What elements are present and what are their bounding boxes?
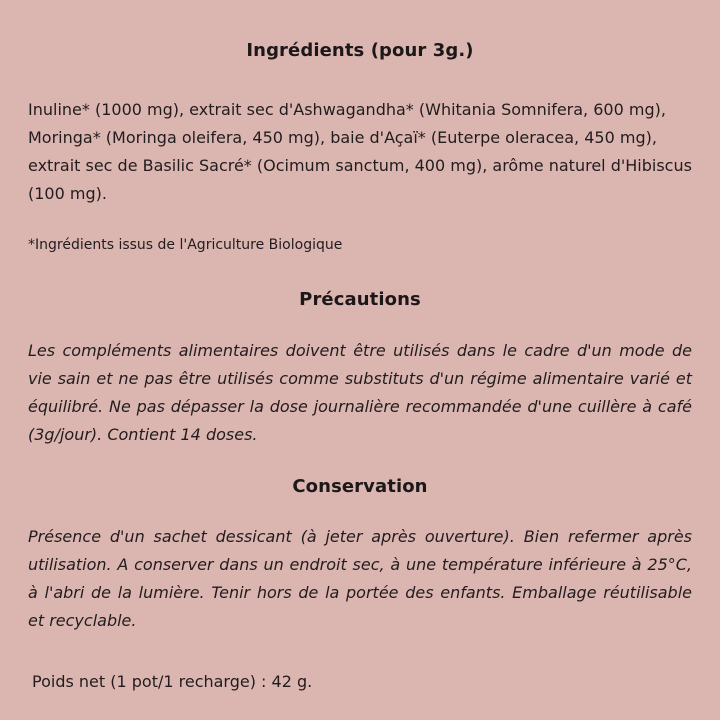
organic-note: *Ingrédients issus de l'Agriculture Biologique	[28, 237, 343, 253]
ingredients-text: Inuline* (1000 mg), extrait sec d'Ashwagandha* (Whitania Somnifera, 600 mg), Moringa* (Moringa oleifera, 450 mg), baie d'Açaï* (Euterpe oleracea, 450 mg), extrait sec de Basilic Sacré* (Ocimum sanctum, 400 mg), arôme naturel d'Hibiscus (100 mg).	[28, 100, 692, 203]
precautions-heading: Précautions	[299, 289, 421, 310]
ingredients-heading: Ingrédients (pour 3g.)	[246, 40, 474, 61]
precautions-text: Les compléments alimentaires doivent être utilisés dans le cadre d'un mode de vie sain et ne pas être utilisés comme substituts d'un régime alimentaire varié et équilibré. Ne pas dépasser la dose journalière recommandée d'une cuillère à café (3g/jour). Contient 14 doses.	[28, 341, 692, 444]
net-weight-text: Poids net (1 pot/1 recharge) : 42 g.	[32, 672, 313, 691]
conservation-text: Présence d'un sachet dessicant (à jeter après ouverture). Bien refermer après utilisation. A conserver dans un endroit sec, à une température inférieure à 25°C, à l'abri de la lumière. Tenir hors de la portée des enfants. Emballage réutilisable et recyclable.	[28, 527, 692, 630]
conservation-heading: Conservation	[292, 476, 428, 497]
